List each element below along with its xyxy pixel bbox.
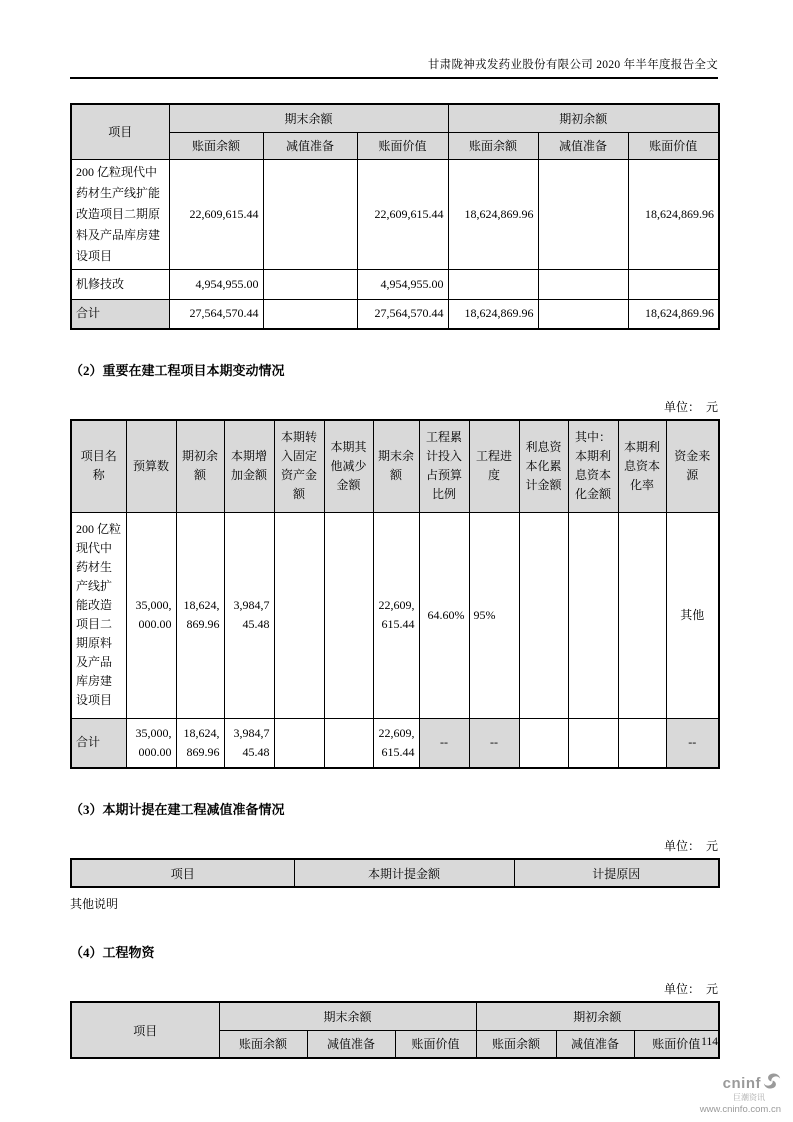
data-cell <box>618 718 666 768</box>
data-cell <box>324 512 373 718</box>
column-header-item: 项目 <box>71 104 169 159</box>
data-cell <box>628 269 719 299</box>
data-cell <box>263 159 357 269</box>
section-heading-4: （4）工程物资 <box>70 945 155 960</box>
cninfo-logo <box>700 1072 781 1115</box>
data-cell <box>538 269 628 299</box>
column-header-book-balance: 账面余额 <box>476 1030 556 1058</box>
data-cell <box>618 512 666 718</box>
data-cell <box>519 718 568 768</box>
data-cell: 35,000,000.00 <box>126 512 176 718</box>
data-cell: 22,609,615.44 <box>373 512 419 718</box>
column-header: 本期增加金额 <box>224 420 274 512</box>
unit-label: 单位： 元 <box>663 982 718 996</box>
column-group-period-end: 期末余额 <box>169 104 448 132</box>
data-cell: -- <box>419 718 469 768</box>
column-header: 预算数 <box>126 420 176 512</box>
total-label-cell: 合计 <box>71 718 126 768</box>
other-note: 其他说明 <box>70 897 119 911</box>
column-header: 资金来源 <box>666 420 719 512</box>
construction-balance-table <box>70 103 720 330</box>
table-row-repair <box>71 269 719 299</box>
column-header: 期初余额 <box>176 420 224 512</box>
data-cell: 3,984,745.48 <box>224 512 274 718</box>
data-cell <box>538 299 628 329</box>
column-header-impairment: 减值准备 <box>263 132 357 159</box>
column-header-book-value: 账面价值 <box>395 1030 476 1058</box>
column-header-impairment: 减值准备 <box>556 1030 634 1058</box>
data-cell: -- <box>666 718 719 768</box>
data-cell <box>263 269 357 299</box>
cninf-swirl-icon <box>763 1072 781 1095</box>
data-cell <box>263 299 357 329</box>
column-header-impairment: 减值准备 <box>307 1030 395 1058</box>
data-cell: 27,564,570.44 <box>169 299 263 329</box>
column-header-item: 项目 <box>71 1002 219 1058</box>
major-project-movement-table <box>70 419 720 769</box>
data-cell: 64.60% <box>419 512 469 718</box>
section-heading-2: （2）重要在建工程项目本期变动情况 <box>70 363 285 378</box>
column-header-book-balance: 账面余额 <box>219 1030 307 1058</box>
project-name-cell: 机修技改 <box>71 269 169 299</box>
unit-label: 单位： 元 <box>663 400 718 414</box>
data-cell: 95% <box>469 512 519 718</box>
column-header: 本期计提金额 <box>294 859 514 887</box>
table-row-total <box>71 299 719 329</box>
data-cell <box>519 512 568 718</box>
column-header: 计提原因 <box>514 859 719 887</box>
data-cell: 4,954,955.00 <box>357 269 448 299</box>
column-header-book-balance: 账面余额 <box>448 132 538 159</box>
doc-header-title: 甘肃陇神戎发药业股份有限公司 2020 年半年度报告全文 <box>70 56 718 79</box>
total-label-cell: 合计 <box>71 299 169 329</box>
data-cell: 27,564,570.44 <box>357 299 448 329</box>
section-heading-3: （3）本期计提在建工程减值准备情况 <box>70 802 285 817</box>
column-header: 利息资本化累计金额 <box>519 420 568 512</box>
cninf-url: www.cninfo.com.cn <box>699 1104 781 1115</box>
column-group-period-begin: 期初余额 <box>476 1002 719 1030</box>
data-cell: 18,624,869.96 <box>448 159 538 269</box>
data-cell <box>324 718 373 768</box>
table-row-total <box>71 718 719 768</box>
data-cell: 35,000,000.00 <box>126 718 176 768</box>
cninf-chinese-name: 巨潮资讯 <box>733 1093 765 1102</box>
column-header: 本期其他减少金额 <box>324 420 373 512</box>
column-header: 项目 <box>71 859 294 887</box>
data-cell: 22,609,615.44 <box>357 159 448 269</box>
data-cell <box>448 269 538 299</box>
unit-label: 单位： 元 <box>663 839 718 853</box>
data-cell <box>568 718 618 768</box>
cninf-brand-text: cninf <box>722 1075 761 1092</box>
impairment-provision-table <box>70 858 720 888</box>
data-cell <box>274 718 324 768</box>
data-cell: 18,624,869.96 <box>176 512 224 718</box>
project-name-cell: 200 亿粒现代中药材生产线扩能改造项目二期原料及产品库房建设项目 <box>71 512 126 718</box>
table-row-project <box>71 512 719 718</box>
data-cell: 4,954,955.00 <box>169 269 263 299</box>
table-row-project <box>71 159 719 269</box>
column-group-period-begin: 期初余额 <box>448 104 719 132</box>
column-header-book-value: 账面价值 <box>628 132 719 159</box>
column-header: 其中：本期利息资本化金额 <box>568 420 618 512</box>
column-header: 本期转入固定资产金额 <box>274 420 324 512</box>
data-cell: 22,609,615.44 <box>169 159 263 269</box>
column-header: 本期利息资本化率 <box>618 420 666 512</box>
column-header: 工程进度 <box>469 420 519 512</box>
project-name-cell: 200 亿粒现代中药材生产线扩能改造项目二期原料及产品库房建设项目 <box>71 159 169 269</box>
column-header-book-balance: 账面余额 <box>169 132 263 159</box>
engineering-materials-table <box>70 1001 720 1059</box>
column-header-impairment: 减值准备 <box>538 132 628 159</box>
data-cell <box>538 159 628 269</box>
data-cell: -- <box>469 718 519 768</box>
column-header-book-value: 账面价值 <box>634 1030 719 1058</box>
page-number: 114 <box>701 1036 718 1048</box>
column-header: 工程累计投入占预算比例 <box>419 420 469 512</box>
data-cell <box>568 512 618 718</box>
column-header: 项目名称 <box>71 420 126 512</box>
column-group-period-end: 期末余额 <box>219 1002 476 1030</box>
data-cell: 18,624,869.96 <box>176 718 224 768</box>
data-cell <box>274 512 324 718</box>
data-cell: 18,624,869.96 <box>628 159 719 269</box>
column-header: 期末余额 <box>373 420 419 512</box>
data-cell: 18,624,869.96 <box>448 299 538 329</box>
data-cell: 18,624,869.96 <box>628 299 719 329</box>
data-cell: 其他 <box>666 512 719 718</box>
column-header-book-value: 账面价值 <box>357 132 448 159</box>
data-cell: 22,609,615.44 <box>373 718 419 768</box>
data-cell: 3,984,745.48 <box>224 718 274 768</box>
